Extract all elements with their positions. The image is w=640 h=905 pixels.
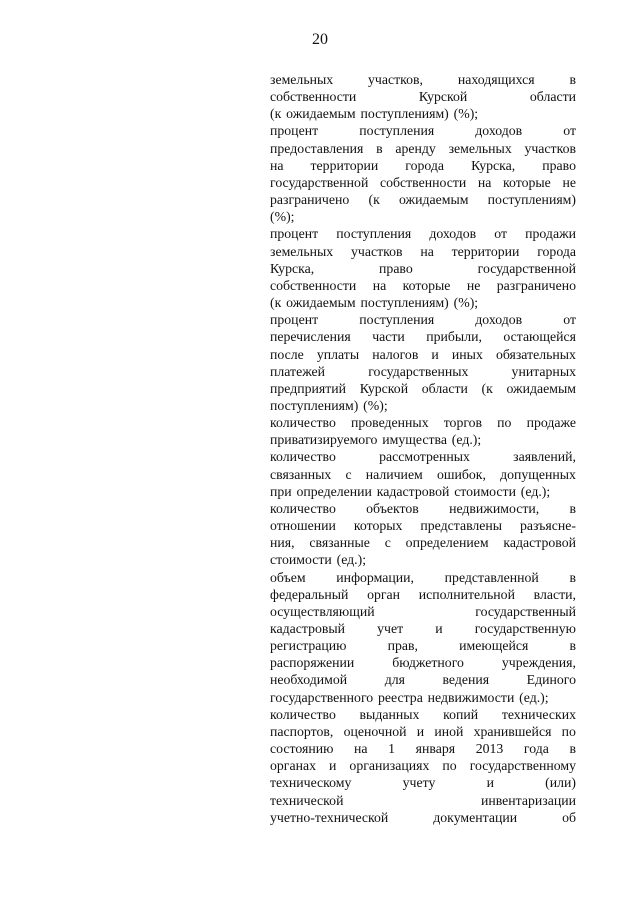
word: орган bbox=[367, 586, 401, 602]
word: технической bbox=[270, 792, 344, 808]
word: на bbox=[477, 174, 492, 190]
word: техническому bbox=[270, 775, 352, 791]
word: от bbox=[494, 226, 508, 242]
word: участков bbox=[524, 140, 576, 156]
text-line bbox=[270, 414, 576, 431]
word: связанных bbox=[270, 466, 332, 482]
word: земельных bbox=[270, 243, 334, 259]
word: стоимости bbox=[270, 552, 332, 568]
text-line bbox=[270, 483, 576, 500]
word: города bbox=[405, 157, 445, 173]
word: количество bbox=[270, 500, 336, 516]
word: поступлениям) bbox=[360, 106, 449, 122]
word: разъясне- bbox=[520, 518, 576, 534]
text-line bbox=[270, 792, 576, 809]
word: ожидаемым bbox=[398, 192, 469, 208]
text-line bbox=[270, 140, 576, 157]
word: кадастровой bbox=[503, 535, 576, 551]
text-line bbox=[270, 620, 576, 637]
word: (%); bbox=[453, 295, 479, 311]
word: на bbox=[354, 741, 368, 757]
word: после bbox=[270, 346, 304, 362]
word: года bbox=[523, 741, 549, 757]
word: распоряжении bbox=[270, 655, 355, 671]
text-line bbox=[270, 208, 576, 225]
word: (к bbox=[270, 106, 282, 122]
word: (ед.); bbox=[451, 432, 482, 448]
word: продаже bbox=[526, 415, 576, 431]
word: для bbox=[384, 672, 405, 688]
text-line bbox=[270, 534, 576, 551]
word: по bbox=[497, 415, 512, 431]
word: не bbox=[562, 174, 576, 190]
word: 1 bbox=[388, 741, 396, 757]
word: технических bbox=[501, 706, 576, 722]
word: состоянию bbox=[270, 741, 334, 757]
word: от bbox=[563, 123, 576, 139]
word: имущества bbox=[382, 432, 447, 448]
word: и bbox=[435, 621, 443, 636]
text-line bbox=[270, 689, 576, 706]
word: реестра bbox=[378, 689, 423, 705]
word: имеющейся bbox=[459, 638, 529, 654]
word: (ед.); bbox=[519, 689, 549, 705]
word: участков, bbox=[368, 72, 424, 87]
word: поступления bbox=[359, 312, 435, 328]
word: Курской bbox=[359, 380, 409, 396]
text-line bbox=[270, 346, 576, 363]
word: (или) bbox=[545, 775, 576, 791]
text-line bbox=[270, 569, 576, 586]
word: (к bbox=[368, 192, 380, 208]
word: с bbox=[384, 535, 391, 551]
word: в bbox=[569, 72, 576, 87]
word: количество bbox=[270, 706, 336, 722]
word: разграничено bbox=[496, 277, 576, 293]
word: торгов bbox=[443, 415, 483, 431]
word: представлены bbox=[420, 518, 503, 534]
word: представленной bbox=[444, 569, 539, 585]
word: организациях bbox=[349, 758, 430, 774]
text-line bbox=[270, 380, 576, 397]
word: продажи bbox=[525, 226, 576, 242]
word: Курска, bbox=[471, 157, 516, 173]
word: регистрацию bbox=[270, 638, 347, 654]
word: прав, bbox=[387, 638, 419, 654]
text-line bbox=[270, 260, 576, 277]
word: (ед.); bbox=[520, 483, 551, 499]
text-line bbox=[270, 397, 576, 414]
word: платежей bbox=[270, 363, 326, 379]
word: заявлений, bbox=[513, 449, 576, 465]
word: предоставления bbox=[270, 140, 364, 156]
word: которые bbox=[503, 174, 551, 190]
text-line bbox=[270, 105, 576, 122]
word: оценочной bbox=[343, 723, 407, 739]
word: допущенных bbox=[500, 466, 576, 482]
page-number: 20 bbox=[312, 31, 328, 48]
word: которых bbox=[353, 518, 403, 534]
text-line bbox=[270, 225, 576, 242]
word: процент bbox=[270, 312, 319, 328]
word: государственную bbox=[474, 621, 576, 636]
word: находящихся bbox=[457, 72, 535, 87]
word: доходов bbox=[475, 123, 523, 139]
word: проведенных bbox=[350, 415, 429, 431]
text-line bbox=[270, 466, 576, 483]
word: бюджетного bbox=[392, 655, 464, 671]
word: иных bbox=[451, 346, 483, 362]
word: право bbox=[379, 260, 413, 276]
word: документации bbox=[433, 809, 518, 825]
word: по bbox=[442, 758, 457, 774]
text-line bbox=[270, 603, 576, 620]
word: января bbox=[415, 741, 456, 757]
word: и bbox=[416, 723, 425, 739]
word: ожидаемым bbox=[286, 106, 356, 122]
word: процент bbox=[270, 226, 319, 242]
word: кадастровый bbox=[270, 621, 346, 636]
word: (%); bbox=[453, 106, 479, 122]
text-line bbox=[270, 551, 576, 568]
text-line bbox=[270, 431, 576, 448]
word: земельных bbox=[448, 140, 512, 156]
word: количество bbox=[270, 415, 336, 431]
word: государственному bbox=[469, 758, 576, 774]
word: не bbox=[466, 277, 481, 293]
word: в bbox=[569, 500, 576, 516]
word: (ед.); bbox=[336, 552, 367, 568]
word: на bbox=[372, 277, 387, 293]
word: уплаты bbox=[316, 346, 360, 362]
word: и bbox=[431, 346, 439, 362]
word: участков bbox=[350, 243, 403, 259]
body-text bbox=[270, 71, 576, 826]
text-line bbox=[270, 500, 576, 517]
word: кадастровой bbox=[376, 483, 450, 499]
word: и bbox=[329, 758, 337, 774]
text-line bbox=[270, 363, 576, 380]
word: об bbox=[562, 809, 576, 825]
text-line bbox=[270, 277, 576, 294]
text-line bbox=[270, 671, 576, 688]
word: учетно-технической bbox=[270, 809, 389, 825]
word: недвижимости, bbox=[449, 500, 540, 516]
word: унитарных bbox=[511, 363, 576, 379]
word: ошибок, bbox=[436, 466, 486, 482]
text-line bbox=[270, 706, 576, 723]
word: перечисления bbox=[270, 329, 351, 345]
word: собственности bbox=[379, 174, 467, 190]
word: от bbox=[563, 312, 576, 328]
text-line bbox=[270, 774, 576, 791]
word: земельных bbox=[270, 72, 334, 87]
word: на bbox=[270, 157, 284, 173]
word: в bbox=[569, 569, 576, 585]
word: недвижимости bbox=[427, 689, 515, 705]
word: информации, bbox=[336, 569, 414, 585]
text-line bbox=[270, 723, 576, 740]
word: доходов bbox=[429, 226, 477, 242]
word: осуществляющий bbox=[270, 603, 375, 619]
word: которые bbox=[402, 277, 451, 293]
text-line bbox=[270, 757, 576, 774]
word: паспортов, bbox=[270, 723, 334, 739]
text-line bbox=[270, 586, 576, 603]
word: выданных bbox=[359, 706, 420, 722]
word: Курска, bbox=[270, 260, 315, 276]
word: в bbox=[569, 741, 576, 757]
word: обязательных bbox=[495, 346, 576, 362]
text-line bbox=[270, 517, 576, 534]
word: собственности bbox=[270, 89, 357, 105]
word: остающейся bbox=[503, 329, 576, 345]
word: учет bbox=[377, 621, 404, 636]
word: хранившейся bbox=[473, 723, 552, 739]
word: (к bbox=[481, 380, 493, 396]
word: (%); bbox=[363, 397, 388, 413]
text-line bbox=[270, 637, 576, 654]
word: поступления bbox=[336, 226, 412, 242]
word: в bbox=[569, 638, 576, 654]
word: при bbox=[270, 483, 292, 499]
word: процент bbox=[270, 123, 319, 139]
word: учету bbox=[402, 775, 436, 791]
word: и bbox=[486, 775, 494, 791]
word: учреждения, bbox=[501, 655, 576, 671]
word: ожидаемым bbox=[506, 380, 576, 396]
word: поступлениям) bbox=[270, 397, 359, 413]
word: ожидаемым bbox=[286, 295, 356, 311]
word: поступления bbox=[359, 123, 435, 139]
word: поступлениям) bbox=[360, 295, 449, 311]
word: связанные bbox=[309, 535, 370, 551]
word: в bbox=[376, 140, 383, 156]
word: стоимости bbox=[454, 483, 516, 499]
word: разграничено bbox=[270, 192, 350, 208]
word: инвентаризации bbox=[480, 792, 576, 808]
word: аренду bbox=[395, 140, 436, 156]
word: определении bbox=[296, 483, 372, 499]
word: наличием bbox=[365, 466, 423, 482]
text-line bbox=[270, 71, 576, 88]
word: доходов bbox=[475, 312, 523, 328]
text-line bbox=[270, 809, 576, 826]
text-line bbox=[270, 157, 576, 174]
word: поступлениям) bbox=[487, 192, 576, 208]
text-line bbox=[270, 243, 576, 260]
word: области bbox=[529, 89, 576, 105]
word: государственных bbox=[368, 363, 469, 379]
word: Единого bbox=[526, 672, 576, 688]
word: государственный bbox=[475, 603, 576, 619]
word: собственности bbox=[270, 277, 357, 293]
word: объектов bbox=[366, 500, 419, 516]
word: по bbox=[561, 723, 576, 739]
text-line bbox=[270, 122, 576, 139]
word: (к bbox=[270, 295, 282, 311]
word: на bbox=[420, 243, 434, 259]
word: объем bbox=[270, 569, 306, 585]
word: 2013 bbox=[475, 741, 504, 757]
word: право bbox=[542, 157, 576, 173]
word: федеральный bbox=[270, 586, 349, 602]
word: органах bbox=[270, 758, 316, 774]
word: с bbox=[345, 466, 352, 482]
word: (%); bbox=[270, 209, 295, 225]
word: Курской bbox=[418, 89, 468, 105]
text-line bbox=[270, 328, 576, 345]
word: территории bbox=[451, 243, 520, 259]
word: ведения bbox=[442, 672, 490, 688]
word: предприятий bbox=[270, 380, 347, 396]
text-line bbox=[270, 88, 576, 105]
word: налогов bbox=[372, 346, 419, 362]
word: иной bbox=[434, 723, 464, 739]
text-line bbox=[270, 448, 576, 465]
text-line bbox=[270, 191, 576, 208]
word: территории bbox=[310, 157, 379, 173]
word: государственной bbox=[477, 260, 576, 276]
text-line bbox=[270, 294, 576, 311]
text-line bbox=[270, 654, 576, 671]
word: прибыли, bbox=[426, 329, 482, 345]
word: приватизируемого bbox=[270, 432, 378, 448]
word: города bbox=[537, 243, 576, 259]
word: копий bbox=[443, 706, 479, 722]
word: ния, bbox=[270, 535, 295, 551]
word: необходимой bbox=[270, 672, 348, 688]
word: области bbox=[421, 380, 468, 396]
word: части bbox=[372, 329, 405, 345]
word: рассмотренных bbox=[379, 449, 470, 465]
text-line bbox=[270, 740, 576, 757]
word: определением bbox=[405, 535, 489, 551]
word: исполнительной bbox=[418, 586, 515, 602]
word: власти, bbox=[533, 586, 576, 602]
word: государственной bbox=[270, 174, 369, 190]
text-line bbox=[270, 174, 576, 191]
text-line bbox=[270, 311, 576, 328]
word: отношении bbox=[270, 518, 336, 534]
word: государственного bbox=[270, 689, 374, 705]
word: количество bbox=[270, 449, 336, 465]
